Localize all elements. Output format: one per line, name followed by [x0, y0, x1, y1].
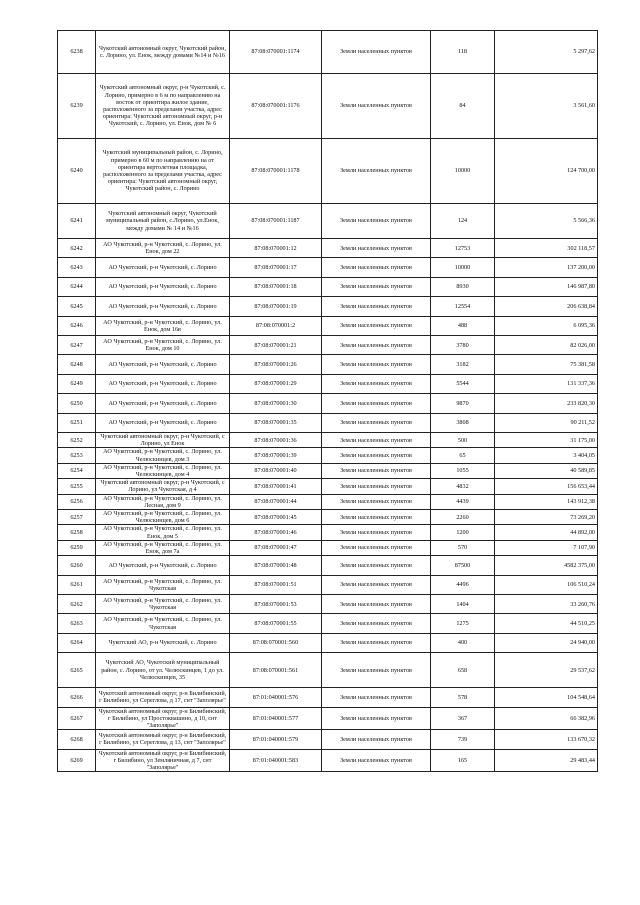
row-number: 6267 — [58, 707, 96, 730]
row-number: 6247 — [58, 335, 96, 354]
row-number: 6240 — [58, 139, 96, 204]
row-number: 6246 — [58, 316, 96, 335]
cadastral-value: 7 107,90 — [495, 540, 598, 555]
area-cell: 87500 — [431, 556, 495, 575]
cadastral-value: 146 987,80 — [495, 277, 598, 296]
table-row — [58, 509, 598, 524]
land-category: Земли населенных пунктов — [322, 730, 431, 749]
area-cell: 84 — [431, 74, 495, 139]
area-cell: 3808 — [431, 413, 495, 432]
address-cell: Чукотский автономный округ, р-н Билибинский, г Билибино, ул Простоквашино, д 10, снт "Заполярье" — [96, 707, 230, 730]
address-cell: Чукотский автономный округ, р-н Чукотский, с Лорино, ул Чукотская, д 4 — [96, 479, 230, 494]
land-category: Земли населенных пунктов — [322, 74, 431, 139]
land-category: Земли населенных пунктов — [322, 614, 431, 633]
area-cell: 10000 — [431, 139, 495, 204]
land-category: Земли населенных пунктов — [322, 277, 431, 296]
row-number: 6260 — [58, 556, 96, 575]
row-number: 6245 — [58, 297, 96, 316]
cadastral-number: 87:08:070001:560 — [230, 633, 322, 652]
table-row — [58, 707, 598, 730]
cadastral-value: 40 589,85 — [495, 463, 598, 478]
table-row — [58, 730, 598, 749]
cadastral-number: 87:08:070001:1187 — [230, 204, 322, 239]
address-cell: АО Чукотский, р-н Чукотский, с. Лорино — [96, 413, 230, 432]
address-cell: Чукотский автономный округ, Чукотский муниципальный район, с.Лорино, ул.Енок, между домами № 14 и №16 — [96, 204, 230, 239]
cadastral-number: 87:08:070001:53 — [230, 594, 322, 613]
table-row — [58, 394, 598, 413]
row-number: 6239 — [58, 74, 96, 139]
land-category: Земли населенных пунктов — [322, 316, 431, 335]
cadastral-number: 87:01:040001:583 — [230, 749, 322, 772]
land-category: Земли населенных пунктов — [322, 463, 431, 478]
cadastral-value: 44 892,00 — [495, 525, 598, 540]
cadastral-value: 6 095,36 — [495, 316, 598, 335]
cadastral-number: 87:01:040001:579 — [230, 730, 322, 749]
cadastral-number: 87:08:070001:46 — [230, 525, 322, 540]
row-number: 6250 — [58, 394, 96, 413]
land-category: Земли населенных пунктов — [322, 575, 431, 594]
cadastral-number: 87:08:070001:561 — [230, 653, 322, 688]
address-cell: Чукотский автономный округ, Чукотский район, с. Лорино, ул. Енок, между домами №14 и №16 — [96, 31, 230, 74]
address-cell: АО Чукотский, р-н Чукотский, с. Лорино, ул. Челюскинцев, дом 6 — [96, 509, 230, 524]
cadastral-number: 87:08:070001:51 — [230, 575, 322, 594]
table-row — [58, 448, 598, 463]
area-cell: 570 — [431, 540, 495, 555]
address-cell: Чукотский АО, р-н Чукотский, с. Лорино — [96, 633, 230, 652]
cadastral-number: 87:08:070001:47 — [230, 540, 322, 555]
land-category: Земли населенных пунктов — [322, 204, 431, 239]
land-category: Земли населенных пунктов — [322, 374, 431, 393]
cadastral-value: 5 566,36 — [495, 204, 598, 239]
land-category: Земли населенных пунктов — [322, 525, 431, 540]
address-cell: АО Чукотский, р-н Чукотский, с. Лорино, ул. Енок, дом 7а — [96, 540, 230, 555]
row-number: 6269 — [58, 749, 96, 772]
cadastral-value: 82 026,00 — [495, 335, 598, 354]
row-number: 6259 — [58, 540, 96, 555]
cadastral-value: 75 381,58 — [495, 355, 598, 374]
cadastral-value: 143 912,38 — [495, 494, 598, 509]
table-row — [58, 688, 598, 707]
land-category: Земли населенных пунктов — [322, 448, 431, 463]
cadastral-number: 87:08:070001:12 — [230, 239, 322, 258]
land-category: Земли населенных пунктов — [322, 355, 431, 374]
address-cell: АО Чукотский, р-н Чукотский, с. Лорино — [96, 556, 230, 575]
cadastral-value: 31 175,00 — [495, 432, 598, 447]
address-cell: АО Чукотский, р-н Чукотский, с. Лорино — [96, 297, 230, 316]
table-row — [58, 594, 598, 613]
cadastral-value: 137 200,00 — [495, 258, 598, 277]
area-cell: 578 — [431, 688, 495, 707]
area-cell: 12554 — [431, 297, 495, 316]
address-cell: АО Чукотский, р-н Чукотский, с. Лорино, ул. Енок, дом 22 — [96, 239, 230, 258]
cadastral-number: 87:08:070001:18 — [230, 277, 322, 296]
area-cell: 4496 — [431, 575, 495, 594]
address-cell: Чукотский автономный округ, р-н Билибинский, г Билибино, ул Сереглова, д 17, снт "Заполярье" — [96, 688, 230, 707]
cadastral-number: 87:08:070001:55 — [230, 614, 322, 633]
cadastral-number: 87:08:070001:2 — [230, 316, 322, 335]
cadastral-number: 87:08:070001:41 — [230, 479, 322, 494]
cadastral-number: 87:08:070001:19 — [230, 297, 322, 316]
area-cell: 1275 — [431, 614, 495, 633]
cadastral-value: 106 510,24 — [495, 575, 598, 594]
row-number: 6257 — [58, 509, 96, 524]
land-register-table — [57, 30, 598, 772]
row-number: 6253 — [58, 448, 96, 463]
address-cell: АО Чукотский, р-н Чукотский, с. Лорино, ул. Чукотская — [96, 575, 230, 594]
row-number: 6258 — [58, 525, 96, 540]
row-number: 6265 — [58, 653, 96, 688]
cadastral-number: 87:08:070001:35 — [230, 413, 322, 432]
land-category: Земли населенных пунктов — [322, 494, 431, 509]
area-cell: 488 — [431, 316, 495, 335]
document-page — [57, 30, 597, 772]
area-cell: 658 — [431, 653, 495, 688]
table-row — [58, 204, 598, 239]
cadastral-value: 44 510,25 — [495, 614, 598, 633]
cadastral-value: 131 337,36 — [495, 374, 598, 393]
area-cell: 739 — [431, 730, 495, 749]
table-row — [58, 239, 598, 258]
cadastral-value: 29 537,62 — [495, 653, 598, 688]
cadastral-number: 87:08:070001:48 — [230, 556, 322, 575]
address-cell: АО Чукотский, р-н Чукотский, с. Лорино, ул. Чукотская — [96, 614, 230, 633]
area-cell: 9870 — [431, 394, 495, 413]
row-number: 6252 — [58, 432, 96, 447]
land-category: Земли населенных пунктов — [322, 556, 431, 575]
cadastral-value: 90 211,52 — [495, 413, 598, 432]
table-row — [58, 335, 598, 354]
address-cell: АО Чукотский, р-н Чукотский, с. Лорино — [96, 258, 230, 277]
area-cell: 5544 — [431, 374, 495, 393]
row-number: 6263 — [58, 614, 96, 633]
table-row — [58, 277, 598, 296]
address-cell: АО Чукотский, р-н Чукотский, с. Лорино, ул. Челюскинцев, дом 3 — [96, 448, 230, 463]
cadastral-value: 302 118,57 — [495, 239, 598, 258]
cadastral-number: 87:08:070001:1174 — [230, 31, 322, 74]
cadastral-value: 29 483,44 — [495, 749, 598, 772]
land-category: Земли населенных пунктов — [322, 509, 431, 524]
table-row — [58, 413, 598, 432]
land-category: Земли населенных пунктов — [322, 688, 431, 707]
address-cell: Чукотский автономный округ, р-н Чукотский, с Лорино, ул Енок — [96, 432, 230, 447]
cadastral-number: 87:08:070001:45 — [230, 509, 322, 524]
cadastral-value: 73 269,20 — [495, 509, 598, 524]
cadastral-number: 87:01:040001:576 — [230, 688, 322, 707]
table-row — [58, 297, 598, 316]
land-category: Земли населенных пунктов — [322, 707, 431, 730]
row-number: 6242 — [58, 239, 96, 258]
cadastral-value: 233 820,30 — [495, 394, 598, 413]
address-cell: Чукотский муниципальный район, с. Лорино, примерно в 60 м по направлению на от ориентира вертолетная площадка, расположенного за пределами участка, адрес ориентира: Чукотский автономный округ, Чукотский район, с. Лорино — [96, 139, 230, 204]
cadastral-value: 104 548,64 — [495, 688, 598, 707]
cadastral-value: 24 940,00 — [495, 633, 598, 652]
cadastral-number: 87:08:070001:1178 — [230, 139, 322, 204]
address-cell: АО Чукотский, р-н Чукотский, с. Лорино, ул. Енок, дом 5 — [96, 525, 230, 540]
address-cell: Чукотский АО, Чукотский муниципальный район, с. Лорино, от ул. Челюскинцев, 1 до ул. Челюскинцев, 35 — [96, 653, 230, 688]
row-number: 6255 — [58, 479, 96, 494]
table-row — [58, 31, 598, 74]
area-cell: 1055 — [431, 463, 495, 478]
table-row — [58, 139, 598, 204]
cadastral-value: 156 653,44 — [495, 479, 598, 494]
area-cell: 4439 — [431, 494, 495, 509]
area-cell: 367 — [431, 707, 495, 730]
land-category: Земли населенных пунктов — [322, 540, 431, 555]
address-cell: АО Чукотский, р-н Чукотский, с. Лорино, ул. Енок, дом 10 — [96, 335, 230, 354]
area-cell: 500 — [431, 432, 495, 447]
cadastral-value: 3 561,60 — [495, 74, 598, 139]
area-cell: 1200 — [431, 525, 495, 540]
table-row — [58, 575, 598, 594]
land-category: Земли населенных пунктов — [322, 394, 431, 413]
cadastral-value: 33 260,76 — [495, 594, 598, 613]
area-cell: 12753 — [431, 239, 495, 258]
row-number: 6256 — [58, 494, 96, 509]
table-row — [58, 614, 598, 633]
land-category: Земли населенных пунктов — [322, 335, 431, 354]
area-cell: 165 — [431, 749, 495, 772]
cadastral-number: 87:08:070001:36 — [230, 432, 322, 447]
table-row — [58, 653, 598, 688]
cadastral-number: 87:01:040001:577 — [230, 707, 322, 730]
cadastral-value: 124 700,00 — [495, 139, 598, 204]
address-cell: АО Чукотский, р-н Чукотский, с. Лорино — [96, 394, 230, 413]
area-cell: 8930 — [431, 277, 495, 296]
area-cell: 118 — [431, 31, 495, 74]
area-cell: 65 — [431, 448, 495, 463]
row-number: 6261 — [58, 575, 96, 594]
address-cell: АО Чукотский, р-н Чукотский, с. Лорино, ул. Чукотская — [96, 594, 230, 613]
cadastral-number: 87:08:070001:1176 — [230, 74, 322, 139]
row-number: 6244 — [58, 277, 96, 296]
land-category: Земли населенных пунктов — [322, 653, 431, 688]
table-row — [58, 374, 598, 393]
cadastral-value: 4582 375,00 — [495, 556, 598, 575]
land-category: Земли населенных пунктов — [322, 297, 431, 316]
cadastral-value: 206 638,84 — [495, 297, 598, 316]
area-cell: 2260 — [431, 509, 495, 524]
cadastral-value: 66 382,96 — [495, 707, 598, 730]
area-cell: 1404 — [431, 594, 495, 613]
table-row — [58, 258, 598, 277]
cadastral-value: 5 297,62 — [495, 31, 598, 74]
address-cell: Чукотский автономный округ, р-н Чукотский, с. Лорино, примерно в 6 м по направлению на восток от ориентира жилое здание, расположенного за пределами участка, адрес ориентира: Чукотский автономный округ, р-н Чукотский, с. Лорино, ул. Енок, дом № 6 — [96, 74, 230, 139]
address-cell: АО Чукотский, р-н Чукотский, с. Лорино — [96, 277, 230, 296]
area-cell: 3780 — [431, 335, 495, 354]
area-cell: 3182 — [431, 355, 495, 374]
row-number: 6268 — [58, 730, 96, 749]
cadastral-number: 87:08:070001:30 — [230, 394, 322, 413]
cadastral-number: 87:08:070001:44 — [230, 494, 322, 509]
table-row — [58, 432, 598, 447]
row-number: 6264 — [58, 633, 96, 652]
cadastral-value: 133 670,32 — [495, 730, 598, 749]
land-category: Земли населенных пунктов — [322, 432, 431, 447]
table-row — [58, 525, 598, 540]
table-row — [58, 749, 598, 772]
row-number: 6266 — [58, 688, 96, 707]
land-category: Земли населенных пунктов — [322, 594, 431, 613]
cadastral-number: 87:08:070001:29 — [230, 374, 322, 393]
area-cell: 4832 — [431, 479, 495, 494]
land-category: Земли населенных пунктов — [322, 139, 431, 204]
cadastral-number: 87:08:070001:17 — [230, 258, 322, 277]
address-cell: Чукотский автономный округ, р-н Билибинский, г Билибино, ул Земляничная, д 7, снт "Заполярье" — [96, 749, 230, 772]
row-number: 6241 — [58, 204, 96, 239]
table-row — [58, 494, 598, 509]
table-row — [58, 74, 598, 139]
land-category: Земли населенных пунктов — [322, 749, 431, 772]
row-number: 6243 — [58, 258, 96, 277]
land-category: Земли населенных пунктов — [322, 239, 431, 258]
row-number: 6251 — [58, 413, 96, 432]
table-row — [58, 540, 598, 555]
land-category: Земли населенных пунктов — [322, 31, 431, 74]
address-cell: АО Чукотский, р-н Чукотский, с. Лорино, ул. Лесная, дом 9 — [96, 494, 230, 509]
cadastral-number: 87:08:070001:26 — [230, 355, 322, 374]
address-cell: АО Чукотский, р-н Чукотский, с. Лорино — [96, 374, 230, 393]
row-number: 6254 — [58, 463, 96, 478]
row-number: 6248 — [58, 355, 96, 374]
area-cell: 400 — [431, 633, 495, 652]
area-cell: 124 — [431, 204, 495, 239]
table-row — [58, 633, 598, 652]
row-number: 6238 — [58, 31, 96, 74]
cadastral-number: 87:08:070001:39 — [230, 448, 322, 463]
table-row — [58, 556, 598, 575]
land-category: Земли населенных пунктов — [322, 479, 431, 494]
area-cell: 10000 — [431, 258, 495, 277]
cadastral-number: 87:08:070001:40 — [230, 463, 322, 478]
land-category: Земли населенных пунктов — [322, 633, 431, 652]
land-category: Земли населенных пунктов — [322, 413, 431, 432]
cadastral-value: 3 404,05 — [495, 448, 598, 463]
table-row — [58, 463, 598, 478]
cadastral-number: 87:08:070001:21 — [230, 335, 322, 354]
table-row — [58, 355, 598, 374]
address-cell: АО Чукотский, р-н Чукотский, с. Лорино, ул. Енок, дом 16в — [96, 316, 230, 335]
address-cell: АО Чукотский, р-н Чукотский, с. Лорино, ул. Челюскинцев, дом 4 — [96, 463, 230, 478]
address-cell: Чукотский автономный округ, р-н Билибинский, г Билибино, ул Сереглова, д 13, снт "Заполярье" — [96, 730, 230, 749]
table-row — [58, 479, 598, 494]
address-cell: АО Чукотский, р-н Чукотский, с. Лорино — [96, 355, 230, 374]
table-row — [58, 316, 598, 335]
row-number: 6249 — [58, 374, 96, 393]
row-number: 6262 — [58, 594, 96, 613]
land-category: Земли населенных пунктов — [322, 258, 431, 277]
